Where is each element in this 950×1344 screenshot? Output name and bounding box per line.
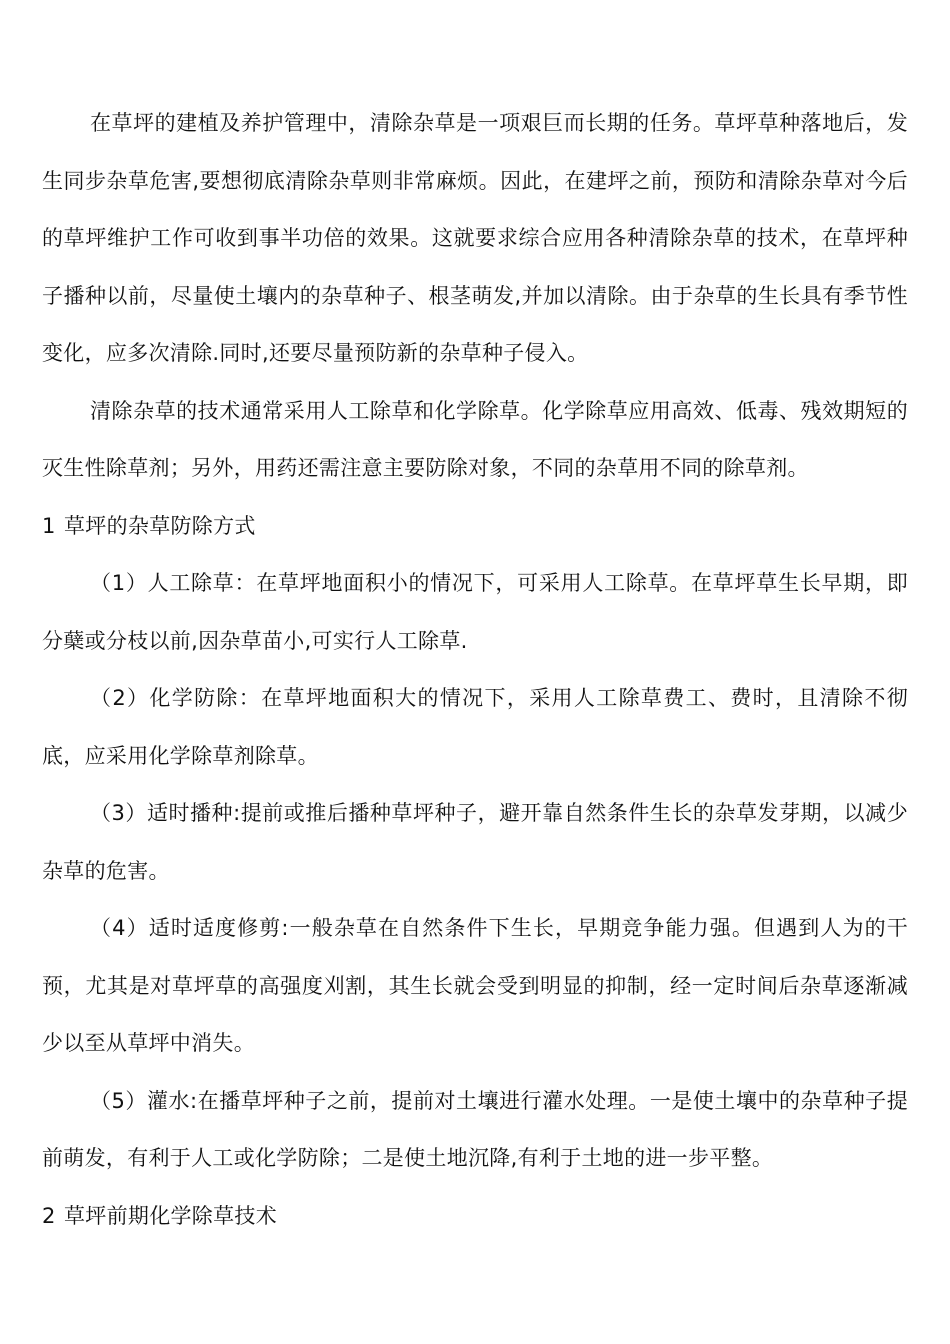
section-2-heading: [42, 1188, 908, 1246]
intro-paragraph-2: 清除杂草的技术通常采用人工除草和化学除草。化学除草应用高效、低毒、残效期短的灭生性除草剂；另外，用药还需注意主要防除对象，不同的杂草用不同的除草剂。: [42, 398, 908, 480]
section-1-item-4: （4）适时适度修剪:一般杂草在自然条件下生长，早期竞争能力强。但遇到人为的干预，尤其是对草坪草的高强度刈割，其生长就会受到明显的抑制，经一定时间后杂草逐渐减少以至从草坪中消失。: [42, 916, 908, 1055]
document-page: [42, 95, 908, 1245]
section-1-heading: [42, 498, 908, 556]
section-1-number: 1: [42, 513, 56, 538]
section-1-title: 草坪的杂草防除方式: [64, 513, 256, 538]
section-1-item-1: （1）人工除草：在草坪地面积小的情况下，可采用人工除草。在草坪草生长早期，即分蘖或分枝以前,因杂草苗小,可实行人工除草.: [42, 571, 908, 653]
section-1-item-3: （3）适时播种:提前或推后播种草坪种子，避开靠自然条件生长的杂草发芽期，以减少杂草的危害。: [42, 801, 908, 883]
section-1-item-2: （2）化学防除：在草坪地面积大的情况下，采用人工除草费工、费时，且清除不彻底，应采用化学除草剂除草。: [42, 686, 908, 768]
intro-paragraph-1: 在草坪的建植及养护管理中，清除杂草是一项艰巨而长期的任务。草坪草种落地后，发生同步杂草危害,要想彻底清除杂草则非常麻烦。因此，在建坪之前，预防和清除杂草对今后的草坪维护工作可收到事半功倍的效果。这就要求综合应用各种清除杂草的技术，在草坪种子播种以前，尽量使土壤内的杂草种子、根茎萌发,并加以清除。由于杂草的生长具有季节性变化，应多次清除.同时,还要尽量预防新的杂草种子侵入。: [42, 111, 908, 365]
section-1-item-5: （5）灌水:在播草坪种子之前，提前对土壤进行灌水处理。一是使土壤中的杂草种子提前萌发，有利于人工或化学防除；二是使土地沉降,有利于土地的进一步平整。: [42, 1088, 908, 1170]
section-2-title: 草坪前期化学除草技术: [64, 1203, 277, 1228]
section-2-number: 2: [42, 1203, 56, 1228]
